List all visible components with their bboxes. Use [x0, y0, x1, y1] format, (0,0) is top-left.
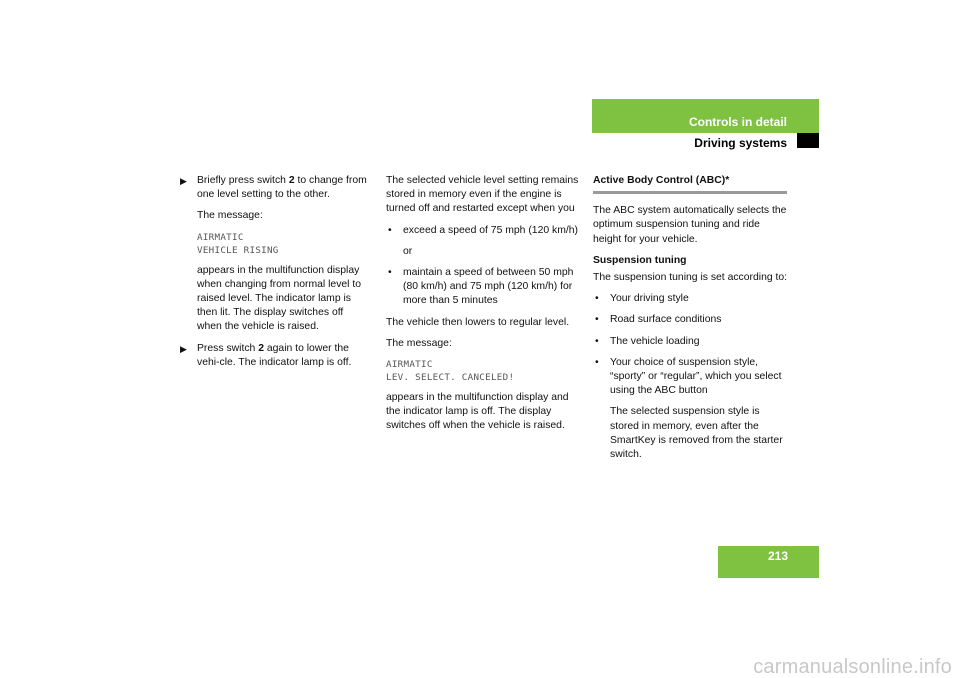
list-item — [593, 292, 789, 306]
list-item-text: maintain a speed of between 50 mph (80 km/h) and 75 mph (120 km/h) for more than 5 minutes — [403, 267, 574, 307]
watermark: carmanualsonline.info — [753, 655, 952, 678]
or-text: or — [403, 245, 413, 257]
list-item-text: The vehicle loading — [610, 335, 700, 347]
column-2 — [386, 174, 584, 441]
message-label: The message: — [386, 337, 452, 349]
bullet-dot-icon: • — [595, 314, 599, 326]
lowers-text: The vehicle then lowers to regular level. — [386, 316, 570, 328]
header-subtitle-area — [592, 0, 819, 160]
subsection-intro: The suspension tuning is set according to: — [593, 272, 788, 284]
column-3 — [593, 174, 789, 469]
arrow-bullet-icon: ▶ — [180, 176, 187, 186]
bullet-dot-icon: • — [388, 267, 392, 279]
column-1 — [180, 174, 370, 377]
display-line: AIRMATIC — [197, 231, 244, 243]
bullet-dot-icon: • — [595, 335, 599, 347]
step-text: to change from one level setting to the other. — [197, 175, 367, 201]
bullet-dot-icon: • — [595, 356, 599, 368]
section-heading: Active Body Control (ABC)* — [593, 174, 787, 194]
switch-number: 2 — [288, 175, 295, 186]
list-item — [593, 335, 789, 349]
display-message — [180, 231, 370, 257]
display-line: AIRMATIC — [386, 359, 433, 371]
page-number: 213 — [767, 549, 788, 563]
list-item — [386, 266, 584, 309]
display-message — [386, 358, 584, 384]
list-item-text: Your driving style — [610, 293, 689, 305]
arrow-bullet-icon: ▶ — [180, 343, 187, 354]
step-text: again to lower the vehi-cle. The indicator lamp is off. — [197, 342, 352, 368]
message-description: appears in the multifunction display when changing from normal level to raised level. The indicator lamp is then lit. The display switches off when the vehicle is raised. — [197, 264, 362, 333]
display-line: VEHICLE RISING — [197, 244, 279, 256]
list-item — [593, 313, 789, 327]
list-item-text: Road surface conditions — [610, 314, 722, 326]
display-line: LEV. SELECT. CANCELED! — [386, 372, 515, 384]
subsection-heading: Suspension tuning — [593, 254, 687, 266]
memory-intro: The selected vehicle level setting remains stored in memory even if the engine is turned off and restarted except when you — [386, 175, 579, 215]
instruction-step-2 — [180, 342, 370, 370]
step-text: Briefly press switch — [197, 175, 289, 186]
switch-number: 2 — [258, 342, 264, 354]
list-item-text: exceed a speed of 75 mph (120 km/h) — [403, 224, 579, 236]
bullet-dot-icon: • — [388, 224, 392, 236]
instruction-step-1 — [180, 174, 370, 202]
list-item — [593, 356, 789, 399]
page-number-band — [718, 546, 819, 578]
list-item — [386, 224, 584, 238]
step-text: Press switch — [197, 342, 259, 354]
section-title: Driving systems — [694, 136, 787, 150]
message-description: appears in the multifunction display and the indicator lamp is off. The display switches off when the vehicle is raised. — [386, 392, 569, 432]
list-item-text: Your choice of suspension style, “sporty” or “regular”, which you select using the ABC button — [610, 356, 782, 397]
chapter-title: Controls in detail — [688, 115, 787, 129]
bullet-dot-icon: • — [595, 293, 599, 305]
header-tab-marker — [797, 133, 819, 148]
memory-note: The selected suspension style is stored in memory, even after the SmartKey is removed from the starter switch. — [610, 406, 783, 461]
abc-intro: The ABC system automatically selects the optimum suspension tuning and ride height for your vehicle. — [593, 205, 787, 245]
message-label: The message: — [197, 210, 263, 222]
